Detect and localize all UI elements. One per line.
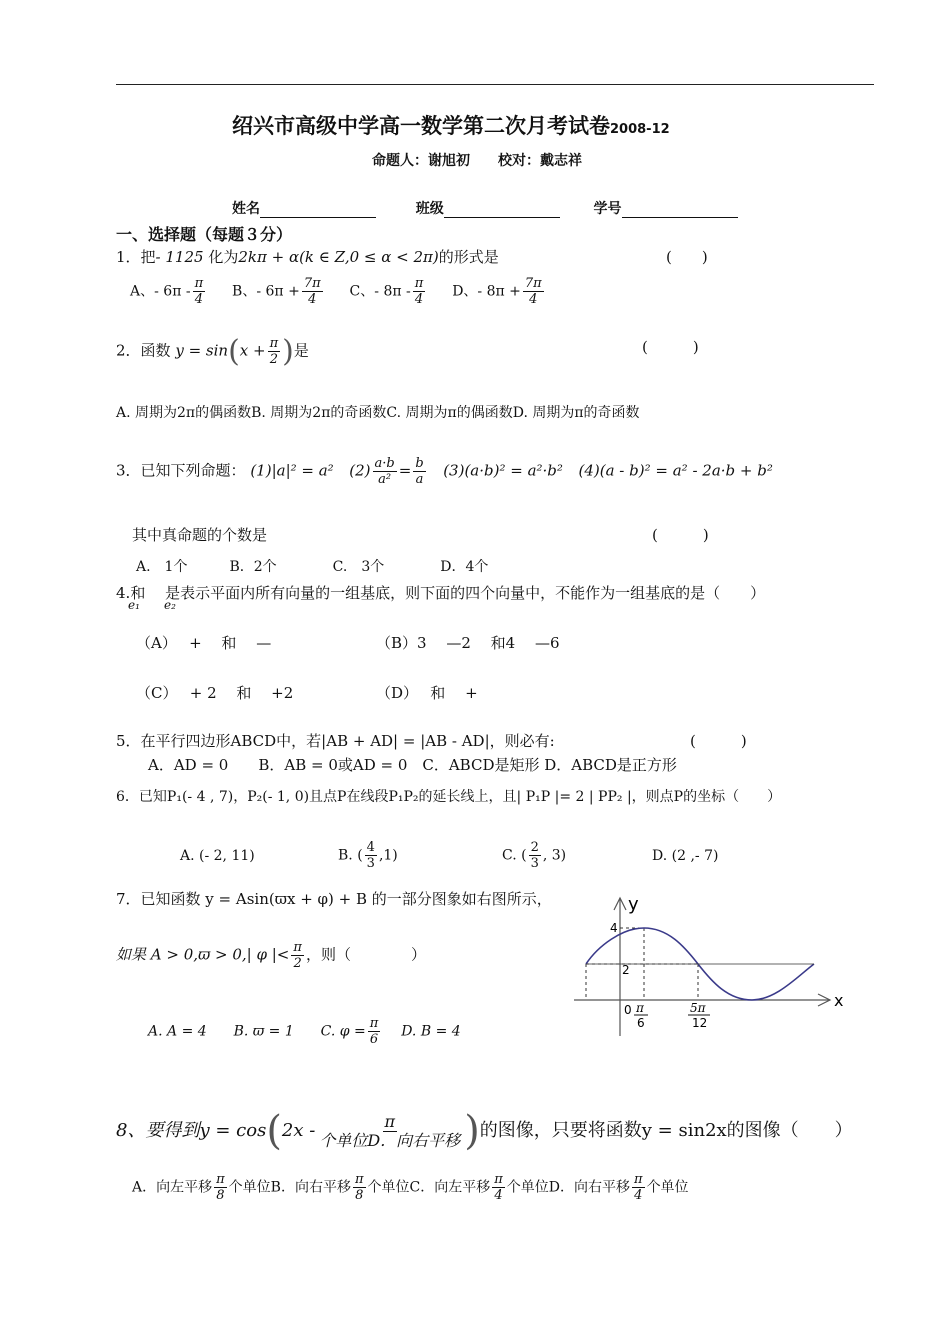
q3-answer-paren: ( ) <box>652 526 709 544</box>
q3-prop-3: (3)(a·b)² = a²·b² <box>443 461 563 480</box>
q3-stem: 3．已知下列命题： <box>116 461 246 480</box>
q8-stem-pre: 8、要得到y = cos <box>116 1120 267 1141</box>
q3-prop-2: (2) <box>349 461 371 480</box>
question-3: 3．已知下列命题： (1)|a|² = a² (2) $\frac{a\cdot b}{\text{a²}}$ = $\frac{b}{a}$ (3)(a·b)² = a²·b² (4)(a - b)² = a² - 2a·b + b² <box>116 456 773 487</box>
q2-inner: x + <box>239 341 266 360</box>
q4-option-a: （A） + 和 — <box>136 634 272 652</box>
number-field[interactable] <box>622 203 738 218</box>
q2-expr: y = sin <box>175 341 229 360</box>
class-field[interactable] <box>444 203 560 218</box>
q6-option-b: B. ( $\frac{4}{3}$ ,1) <box>338 840 398 871</box>
q2-answer-paren: ( ) <box>642 338 699 356</box>
q1-option-d: D、- 8π + <box>452 283 521 300</box>
q6-option-c: C. ( $\frac{2}{3}$ , 3) <box>502 840 567 871</box>
q7-option-b: B. ϖ = 1 <box>233 1023 294 1040</box>
q4-option-d: （D） 和 + <box>376 684 478 702</box>
q3-prop-4: (4)(a - b)² = a² - 2a·b + b² <box>578 461 773 480</box>
q7-option-a: A. A = 4 <box>148 1023 207 1040</box>
tick-pi6-den: 6 <box>637 1016 645 1030</box>
name-label: 姓名 <box>232 201 260 217</box>
q4-stem: 4. <box>116 584 131 602</box>
q7-condition: 如果 A > 0,ϖ > 0,| φ |< $\frac{\pi}{2}$ ，则（ ） <box>116 940 426 971</box>
q1-option-c: C、- 8π - <box>349 283 411 300</box>
q5-options: A．AD = 0 B．AB = 0或AD = 0 C．ABCD是矩形 D．ABCD是正方形 <box>148 756 677 774</box>
tick-4: 4 <box>610 921 618 935</box>
question-5: 5．在平行四边形ABCD中，若|AB + AD| = |AB - AD|，则必有: <box>116 732 555 750</box>
tick-pi6-num: π <box>636 1001 644 1015</box>
q4-option-b: （B）3 —2 和4 —6 <box>376 634 560 652</box>
top-rule <box>116 84 874 85</box>
q5-answer-paren: ( ) <box>690 732 747 750</box>
tick-5pi12-num: 5π <box>690 1001 706 1015</box>
q1-option-a: A、- 6π - <box>130 283 191 300</box>
q8-inner: 2x - <box>281 1120 316 1141</box>
question-6: 6．已知P₁(- 4 , 7)，P₂(- 1, 0)且点P在线段P₁P₂的延长线上，且| P₁P |= 2 | PP₂ |，则点P的坐标（ ） <box>116 789 782 805</box>
q6-option-d: D. (2 ,- 7) <box>652 848 719 864</box>
page-title <box>232 110 670 140</box>
sine-graph <box>568 888 858 1038</box>
class-label: 班级 <box>415 201 444 217</box>
q1-mid: 化为 <box>208 248 239 266</box>
q8-option-b: 个单位B．向右平移 <box>228 1179 351 1196</box>
q2-end: 是 <box>293 341 309 360</box>
q2-stem: 2．函数 <box>116 341 171 360</box>
number-label: 学号 <box>593 201 622 217</box>
section-heading: 一、选择题（每题３分） <box>116 225 293 244</box>
student-info <box>232 198 738 218</box>
q8-unit: 个单位 <box>646 1179 689 1196</box>
q8-option-d: 个单位D．向右平移 <box>506 1179 631 1196</box>
q1-end: 的形式是 <box>438 248 499 266</box>
q1-value: - 1125 <box>155 248 204 266</box>
q8-options: A．向左平移 $\frac{\pi}{8}$ 个单位B．向右平移 $\frac{\pi}{8}$ 个单位C．向左平移 $\frac{\pi}{4}$ 个单位D．向右平移 $\frac{\pi}{4}$ 个单位 <box>132 1172 689 1203</box>
x-label: x <box>834 991 844 1010</box>
question-2: 2．函数 y = sin(x + $\frac{\pi}{2}$ )是 <box>116 334 309 369</box>
y-label: y <box>628 894 639 915</box>
q4-text: 和 是表示平面内所有向量的一组基底，则下面的四个向量中，不能作为一组基底的是（ ） <box>130 584 766 602</box>
q3-line2: 其中真命题的个数是 <box>132 526 268 544</box>
tick-2: 2 <box>622 963 630 977</box>
q3-options: A. 1个 B．2个 C. 3个 D．4个 <box>136 559 489 575</box>
q4-option-c: （C） + 2 和 +2 <box>136 684 294 702</box>
q8-option-a: A．向左平移 <box>132 1179 213 1196</box>
q4-e1: e₁ <box>128 598 140 612</box>
tick-5pi12-den: 12 <box>692 1016 708 1030</box>
title-text: 绍兴市高级中学高一数学第二次月考试卷 <box>232 114 610 138</box>
title-date: 2008-12 <box>610 122 670 137</box>
q2-options: A. 周期为2π的偶函数B. 周期为2π的奇函数C. 周期为π的偶函数D. 周期为π的奇函数 <box>116 405 640 421</box>
q1-options: A、- 6π - $\frac{\pi}{4}$ B、- 6π + $\frac{7\pi}{4}$ C、- 8π - $\frac{\pi}{4}$ D、- 8π + $\frac{7\pi}{4}$ <box>130 276 542 307</box>
q3-prop-1: (1)|a|² = a² <box>250 461 334 480</box>
name-field[interactable] <box>260 203 376 218</box>
q1-expr: 2kπ + α(k ∈ Z,0 ≤ α < 2π) <box>238 248 439 266</box>
authors: 命题人：谢旭初 校对：戴志祥 <box>372 153 582 169</box>
q1-answer-paren: ( ) <box>666 248 708 266</box>
question-1 <box>116 246 499 267</box>
q7-options: A. A = 4 B. ϖ = 1 C. φ = $\frac{\pi}{6}$ D. B = 4 <box>148 1016 461 1047</box>
question-4 <box>116 582 765 603</box>
q1-stem: 1．把 <box>116 248 156 266</box>
tick-0: 0 <box>624 1003 632 1017</box>
q8-stem-post: 的图像，只要将函数y = sin2x的图像（ ） <box>479 1120 853 1141</box>
question-7: 7．已知函数 y = Asin(ϖx + φ) + B 的一部分图象如右图所示， <box>116 890 552 908</box>
q1-option-b: B、- 6π + <box>232 283 300 300</box>
q6-option-a: A. (- 2, 11) <box>180 848 255 864</box>
q8-option-c: 个单位C．向左平移 <box>367 1179 491 1196</box>
q7-option-d: D. B = 4 <box>401 1023 461 1040</box>
q7-option-c: C. φ = <box>320 1023 366 1040</box>
q4-e2: e₂ <box>164 598 176 612</box>
question-8: 8、要得到y = cos(2x - $\frac{\pi}{\text{个单位D．向右平移}}$ )的图像，只要将函数y = sin2x的图像（ ） <box>116 1108 853 1154</box>
